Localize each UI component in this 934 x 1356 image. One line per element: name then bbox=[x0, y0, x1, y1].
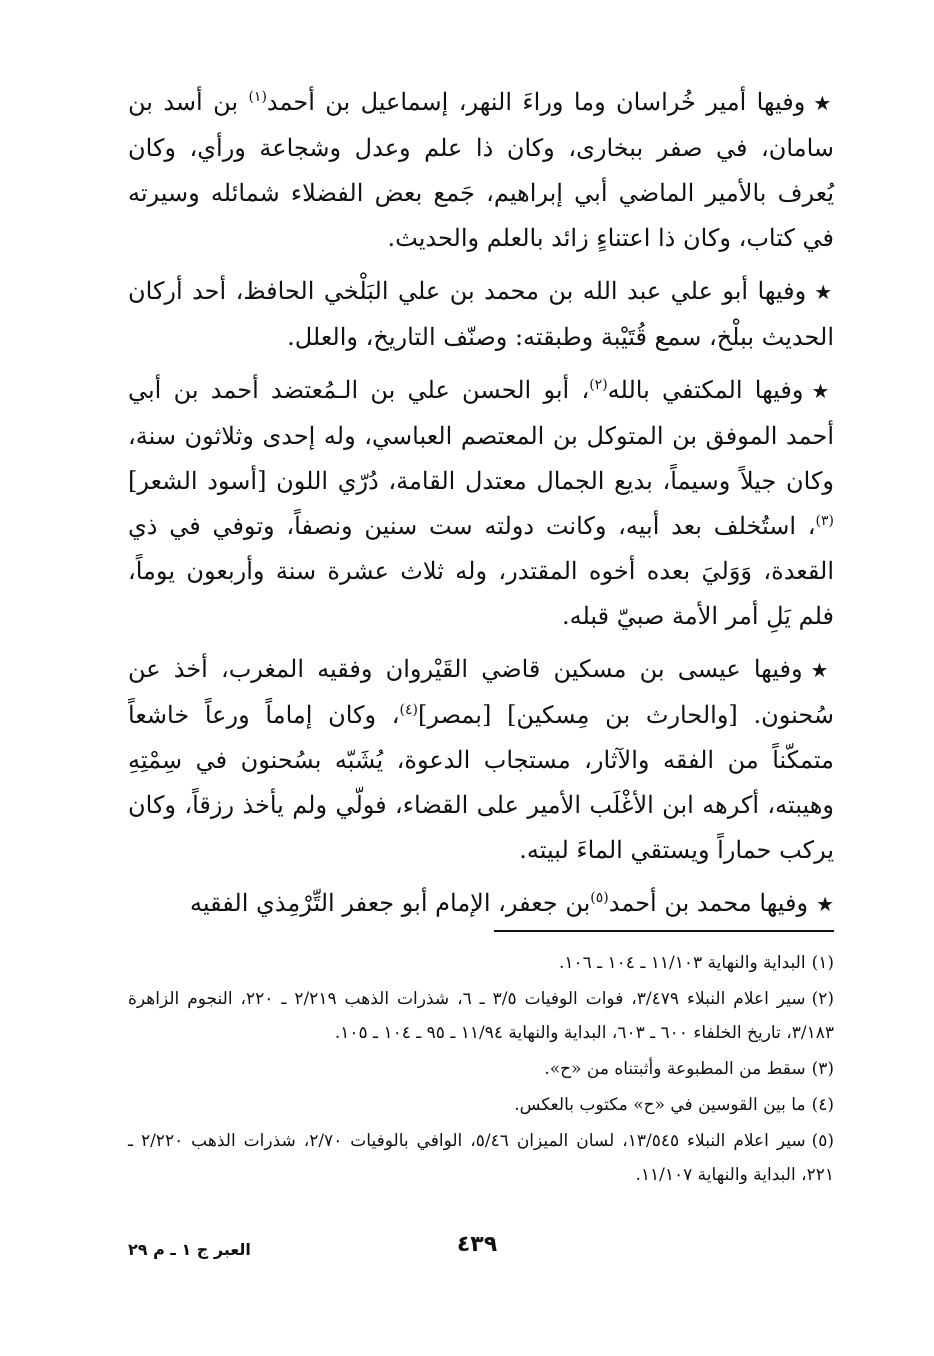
footnote-number: (٥) bbox=[811, 1131, 835, 1151]
entry-text: ، وكان إماماً ورعاً خاشعاً متمكّناً من الفقه والآثار، مستجاب الدعوة، يُشَبّه بسُحنون في سِمْتِهِ وهيبته، أكرهه ابن الأغْلَب الأمير على القضاء، فولّي ولم يأخذ رزقاً، وكان يركب حماراً ويستقي الماءَ لبيته. bbox=[128, 701, 834, 864]
entry-al-tirmidhi bbox=[128, 881, 834, 927]
footnote-item bbox=[128, 1088, 834, 1122]
footnote-ref: (١) bbox=[248, 89, 267, 105]
star-marker: ★ bbox=[816, 892, 834, 916]
entry-al-muktafi bbox=[128, 368, 834, 639]
entry-text: ، استُخلف بعد أبيه، وكانت دولته ست سنين ونصفاً، وتوفي في ذي القعدة، وَوَليَ بعده أخوه المقتدر، وله ثلاث عشرة سنة وأربعون يوماً، فلم يَلِ أمر الأمة صبيّ قبله. bbox=[128, 512, 834, 630]
footnote-text: سير اعلام النبلاء ٣/٤٧٩، فوات الوفيات ٣/٥ ـ ٦، شذرات الذهب ٢/٢١٩ ـ ٢٢٠، النجوم الزاهرة ٣/١٨٣، تاريخ الخلفاء ٦٠٠ ـ ٦٠٣، البداية والنهاية ١١/٩٤ ـ ٩٥ ـ ١٠٤ ـ ١٠٥. bbox=[128, 989, 834, 1043]
footnote-text: سير اعلام النبلاء ١٣/٥٤٥، لسان الميزان ٥/٤٦، الوافي بالوفيات ٢/٧٠، شذرات الذهب ٢/٢٢٠ ـ ٢٢١، البداية والنهاية ١١/١٠٧. bbox=[128, 1131, 834, 1185]
entry-text: وفيها أبو علي عبد الله بن محمد بن علي البَلْخي الحافظ، أحد أركان الحديث ببلْخ، سمع قُتَيْبة وطبقته: وصنّف التاريخ، والعلل. bbox=[128, 277, 834, 351]
footnote-number: (٢) bbox=[811, 989, 834, 1009]
entry-text: وفيها المكتفي بالله bbox=[607, 376, 804, 404]
star-marker: ★ bbox=[813, 91, 835, 115]
footnotes bbox=[128, 946, 834, 1194]
footnote-ref: (٤) bbox=[399, 702, 419, 718]
star-marker: ★ bbox=[814, 280, 835, 304]
entry-abu-ali-al-balkhi bbox=[128, 269, 834, 360]
footnote-separator bbox=[494, 930, 834, 932]
signature-mark: العبر ج ١ ـ م ٢٩ bbox=[128, 1240, 251, 1259]
footnote-text: ما بين القوسين في «ح» مكتوب بالعكس. bbox=[514, 1095, 806, 1115]
footnote-item bbox=[128, 1052, 834, 1086]
entry-text: بن أسد بن سامان، في صفر ببخارى، وكان ذا علم وعدل وشجاعة ورأي، وكان يُعرف بالأمير الماضي أبي إبراهيم، جَمع بعض الفضلاء شمائله وسيرته في كتاب، وكان ذا اعتناءٍ زائد بالعلم والحديث. bbox=[128, 88, 834, 252]
page-number: ٤٣٩ bbox=[456, 1232, 498, 1257]
entry-text: وفيها عيسى بن مسكين قاضي القَيْروان وفقيه المغرب، أخذ عن سُحنون. [والحارث بن مِسكين] [بمصر] bbox=[128, 655, 834, 729]
main-text bbox=[128, 80, 834, 935]
footnote-text: البداية والنهاية ١١/١٠٣ ـ ١٠٤ ـ ١٠٦. bbox=[558, 953, 806, 973]
footnote-ref: (٢) bbox=[589, 377, 608, 393]
footnote-item bbox=[128, 1124, 834, 1192]
entry-isa-ibn-miskin bbox=[128, 647, 834, 873]
entry-text: وفيها أمير خُراسان وما وراءَ النهر، إسماعيل بن أحمد bbox=[266, 88, 806, 116]
footnote-item bbox=[128, 946, 834, 980]
footnote-number: (٣) bbox=[811, 1059, 834, 1079]
entry-text: وفيها محمد بن أحمد bbox=[608, 889, 809, 917]
star-marker: ★ bbox=[810, 658, 834, 682]
footnote-text: سقط من المطبوعة وأثبتناه من «ح». bbox=[544, 1059, 806, 1079]
footnote-number: (١) bbox=[811, 953, 834, 973]
entry-ismail-ibn-ahmad bbox=[128, 80, 834, 261]
footnote-item bbox=[128, 982, 834, 1050]
entry-text: بن جعفر، الإمام أبو جعفر التِّرْمِذي الفقيه bbox=[190, 889, 591, 917]
entry-text: ، أبو الحسن علي بن الـمُعتضد أحمد بن أبي أحمد الموفق بن المتوكل بن المعتصم العباسي، وله إحدى وثلاثون سنة، وكان جيلاً وسيماً، بديع الجمال معتدل القامة، دُرّي اللون [أسود الشعر] bbox=[128, 376, 834, 495]
footnote-number: (٤) bbox=[811, 1095, 834, 1115]
star-marker: ★ bbox=[811, 379, 834, 403]
footnote-ref: (٥) bbox=[590, 890, 609, 906]
footnote-ref: (٣) bbox=[815, 513, 834, 529]
